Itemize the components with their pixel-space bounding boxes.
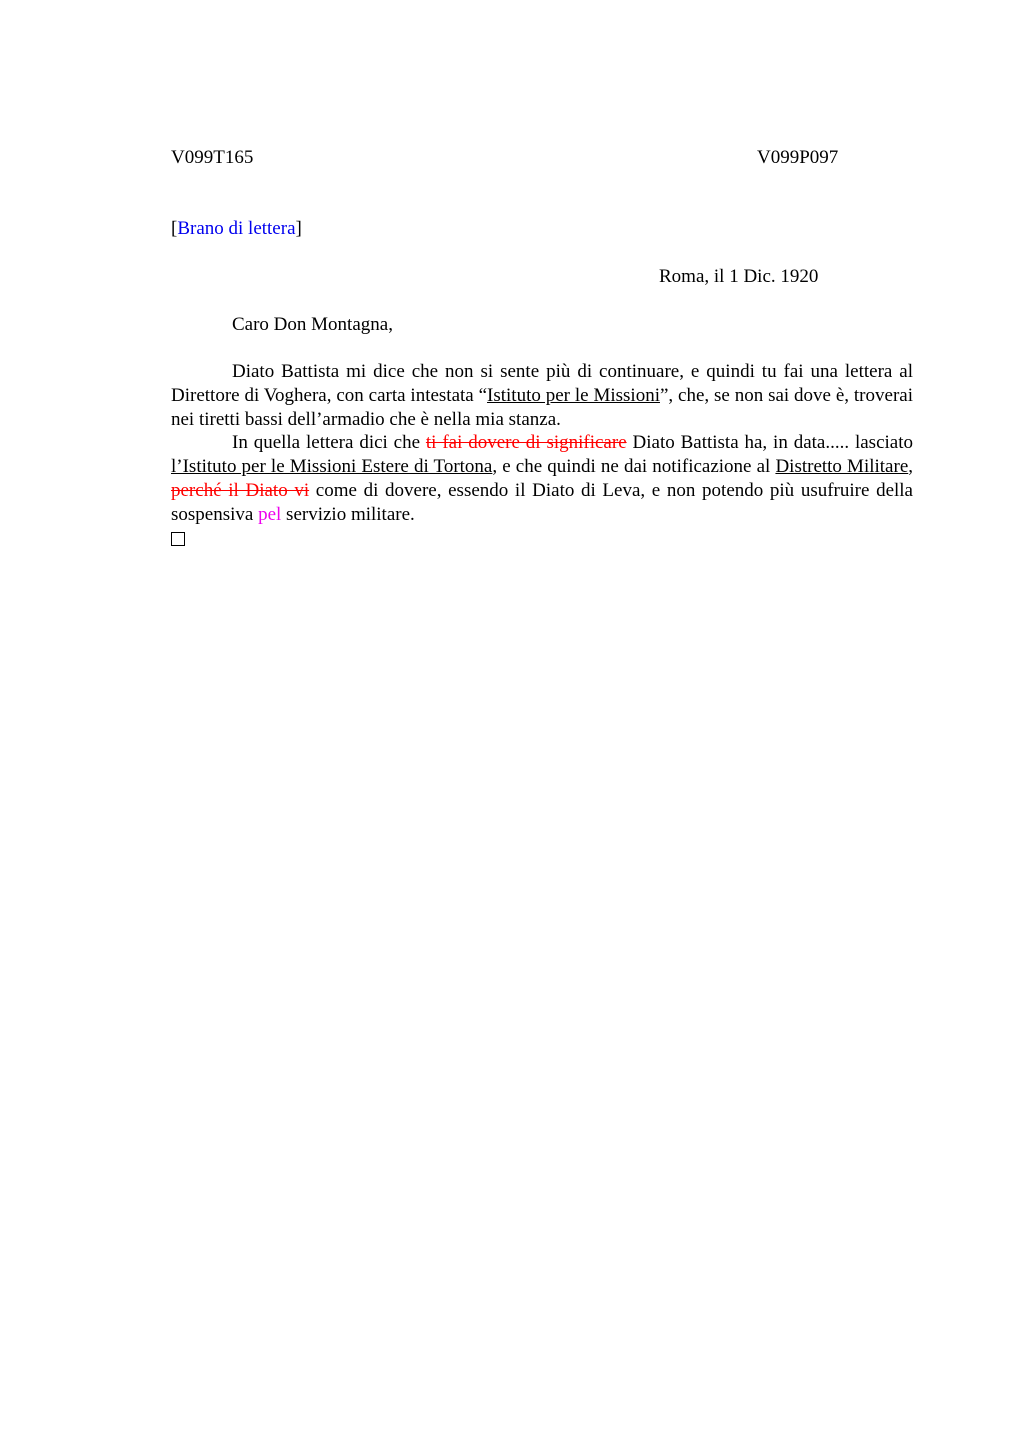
section-label-close-bracket: ] [295, 218, 302, 239]
salutation: Caro Don Montagna, [232, 314, 393, 335]
paragraph-2-text-2: Diato Battista ha, in data..... lasciato [626, 432, 913, 454]
section-label-open-bracket: [ [171, 218, 178, 239]
section-label [171, 217, 302, 241]
deleted-text-1: ti fai dovere di significare [425, 432, 627, 454]
end-marker [171, 527, 913, 553]
paragraph-2-text-1: In quella lettera dici che [232, 432, 426, 454]
square-outline-icon [171, 532, 185, 546]
paragraph-2-text-6: servizio militare. [281, 503, 415, 525]
inserted-text-pel: pel [258, 503, 282, 525]
paragraph-1-text-2: ”, che, se non sai dove è, troverai nei tiretti bassi dell’armadio che è nella mia stanza. [171, 384, 913, 430]
underlined-istituto-tortona: l’Istituto per le Missioni Estere di Tortona [171, 456, 493, 478]
underlined-istituto: Istituto per le Missioni [487, 384, 660, 406]
paragraph-2-text-3: , e che quindi ne dai notificazione al [492, 456, 776, 478]
document-id-left: V099T165 [171, 147, 254, 168]
dateline: Roma, il 1 Dic. 1920 [659, 266, 819, 287]
paragraph-1-text-1: Diato Battista mi dice che non si sente più di continuare, e quindi tu fai una lettera al Direttore di Voghera, con carta intestata “ [171, 361, 913, 406]
deleted-text-2: perché il Diato vi [171, 479, 310, 501]
paragraph-2 [171, 431, 913, 526]
letter-body [171, 360, 913, 552]
paragraph-2-text-5: come di dovere, essendo il Diato di Leva, e non potendo più usufruire della sospensiva [171, 479, 913, 525]
underlined-distretto-militare: Distretto Militare [775, 456, 909, 478]
document-page [171, 0, 913, 1450]
paragraph-2-text-4: , [908, 456, 913, 478]
section-label-text: Brano di lettera [177, 218, 296, 239]
document-id-right: V099P097 [757, 147, 839, 168]
paragraph-1 [171, 360, 913, 431]
